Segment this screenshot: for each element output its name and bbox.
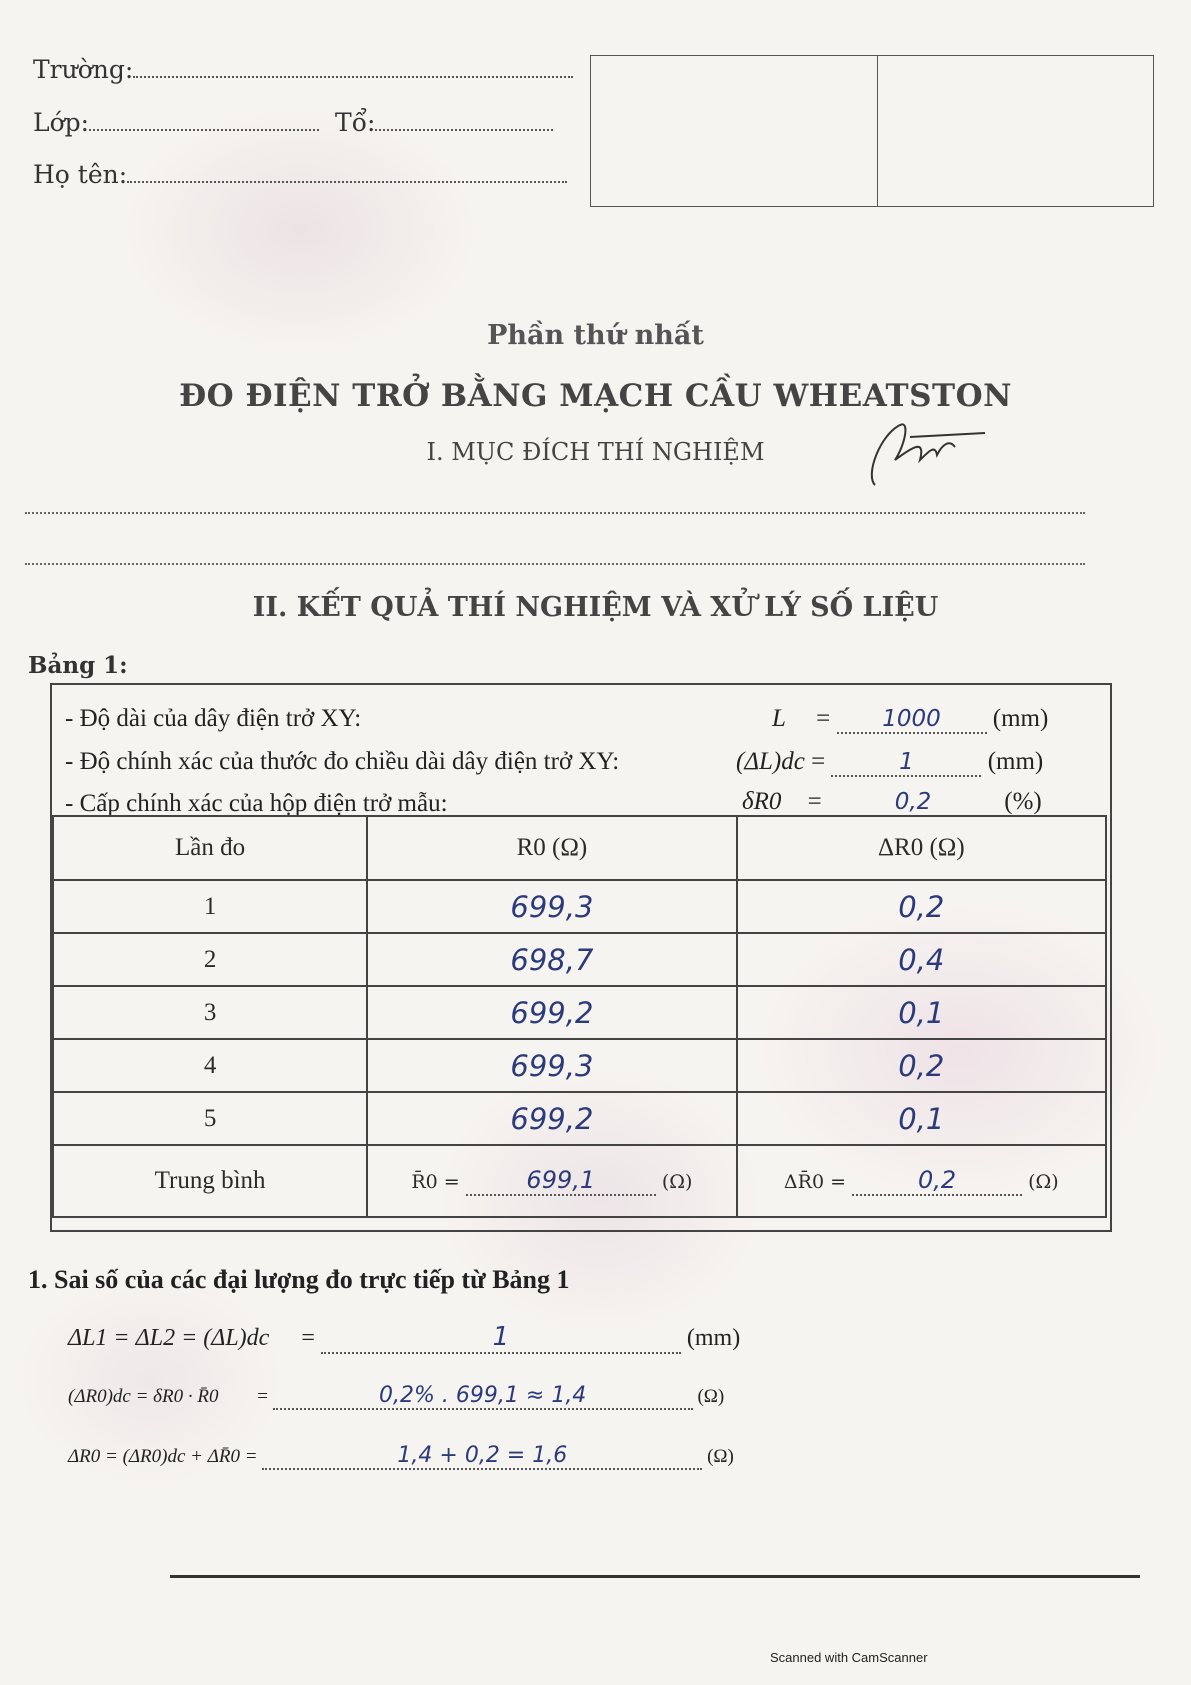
unit-dR0: (%): [1004, 788, 1042, 815]
purpose-line-1: [25, 512, 1085, 514]
cell-avg-label: Trung bình: [53, 1145, 367, 1217]
cell-dr0: 0,2: [737, 1039, 1106, 1092]
table-header-row: [53, 816, 1106, 880]
main-title: ĐO ĐIỆN TRỞ BẰNG MẠCH CẦU WHEATSTON: [179, 378, 1012, 414]
avg-r0-prefix: R̄0 =: [411, 1171, 460, 1193]
class-field: [33, 108, 553, 137]
table-row: [53, 880, 1106, 933]
school-field: [33, 55, 573, 84]
group-label: Tổ:: [335, 108, 376, 137]
section1-title: I. MỤC ĐÍCH THÍ NGHIỆM: [426, 438, 765, 466]
eq1-unit: (mm): [686, 1325, 741, 1351]
errors-title: 1. Sai số của các đại lượng đo trực tiếp từ Bảng 1: [28, 1265, 570, 1294]
equation-1: ΔL1 = ΔL2 = (ΔL)dc = 1 (mm): [68, 1322, 741, 1352]
col-header-dr0: ΔR0 (Ω): [737, 816, 1106, 880]
info-line-3: - Cấp chính xác của hộp điện trở mẫu:: [65, 790, 448, 817]
unit-L: (mm): [992, 705, 1049, 732]
cell-r0: 699,3: [367, 1039, 736, 1092]
cell-n: 4: [53, 1039, 367, 1092]
symbol-dL: (ΔL)dc: [736, 748, 805, 775]
cell-n: 3: [53, 986, 367, 1039]
cell-n: 2: [53, 933, 367, 986]
table-label: Bảng 1:: [28, 652, 128, 679]
class-label: Lớp:: [33, 108, 90, 137]
part-title: Phần thứ nhất: [487, 320, 704, 351]
grade-box: [590, 55, 1154, 207]
cell-r0: 699,2: [367, 1092, 736, 1145]
eq3-value: 1,4 + 0,2 = 1,6: [397, 1443, 568, 1468]
eq2-unit: (Ω): [697, 1386, 725, 1407]
value-dR0: 0,2: [894, 789, 932, 815]
eq2-lhs: (ΔR0)dc = δR0 · R̄0: [68, 1386, 219, 1407]
info-line-1: - Độ dài của dây điện trở XY:: [65, 705, 362, 732]
cell-n: 1: [53, 880, 367, 933]
col-header-lan-do: Lần đo: [53, 816, 367, 880]
value-dL: 1: [899, 749, 914, 775]
cell-dr0: 0,1: [737, 1092, 1106, 1145]
unit-dL: (mm): [987, 748, 1044, 775]
equation-3: [68, 1443, 788, 1470]
results-table: [52, 815, 1107, 1218]
info-line-2-value: (ΔL)dc = 1 (mm): [736, 748, 1044, 775]
cell-r0: 699,2: [367, 986, 736, 1039]
info-line-3-value: δR0 = 0,2 (%): [742, 788, 1042, 815]
cell-dr0: 0,1: [737, 986, 1106, 1039]
avg-dr0-prefix: ΔR̄0 =: [783, 1171, 846, 1193]
cell-dr0: 0,2: [737, 880, 1106, 933]
avg-dr0-unit: (Ω): [1028, 1171, 1059, 1193]
name-field: [33, 160, 567, 189]
cell-n: 5: [53, 1092, 367, 1145]
section2-title: II. KẾT QUẢ THÍ NGHIỆM VÀ XỬ LÝ SỐ LIỆU: [252, 592, 939, 623]
name-label: Họ tên:: [33, 160, 128, 189]
info-line-1-value: L = 1000 (mm): [772, 705, 1049, 732]
table-row: [53, 933, 1106, 986]
symbol-dR0: δR0: [742, 788, 782, 815]
table-row: [53, 986, 1106, 1039]
eq1-lhs: ΔL1 = ΔL2 = (ΔL)dc: [68, 1325, 270, 1351]
value-L: 1000: [882, 706, 941, 732]
scanner-watermark: Scanned with CamScanner: [770, 1650, 928, 1665]
col-header-r0: R0 (Ω): [367, 816, 736, 880]
cell-r0: 699,3: [367, 880, 736, 933]
symbol-L: L: [772, 705, 786, 732]
cell-avg-r0: [367, 1145, 736, 1217]
avg-dr0-value: 0,2: [917, 1166, 957, 1194]
avg-r0-unit: (Ω): [661, 1171, 693, 1193]
avg-r0-value: 699,1: [526, 1166, 596, 1194]
cell-avg-dr0: [737, 1145, 1106, 1217]
eq1-value: 1: [492, 1322, 510, 1352]
school-label: Trường:: [33, 55, 134, 84]
cell-r0: 698,7: [367, 933, 736, 986]
signature: [855, 415, 995, 495]
table-row: [53, 1092, 1106, 1145]
table-row: [53, 1039, 1106, 1092]
purpose-line-2: [25, 563, 1085, 565]
bottom-rule: [170, 1575, 1140, 1578]
table-average-row: [53, 1145, 1106, 1217]
cell-dr0: 0,4: [737, 933, 1106, 986]
equation-2: (ΔR0)dc = δR0 · R̄0 = 0,2% . 699,1 ≈ 1,4 (Ω): [68, 1383, 725, 1408]
eq2-value: 0,2% . 699,1 ≈ 1,4: [379, 1383, 587, 1408]
eq3-lhs: ΔR0 = (ΔR0)dc + ΔR̄0 =: [68, 1446, 258, 1467]
info-line-2: - Độ chính xác của thước đo chiều dài dây điện trở XY:: [65, 748, 620, 775]
eq3-unit: (Ω): [707, 1446, 734, 1467]
